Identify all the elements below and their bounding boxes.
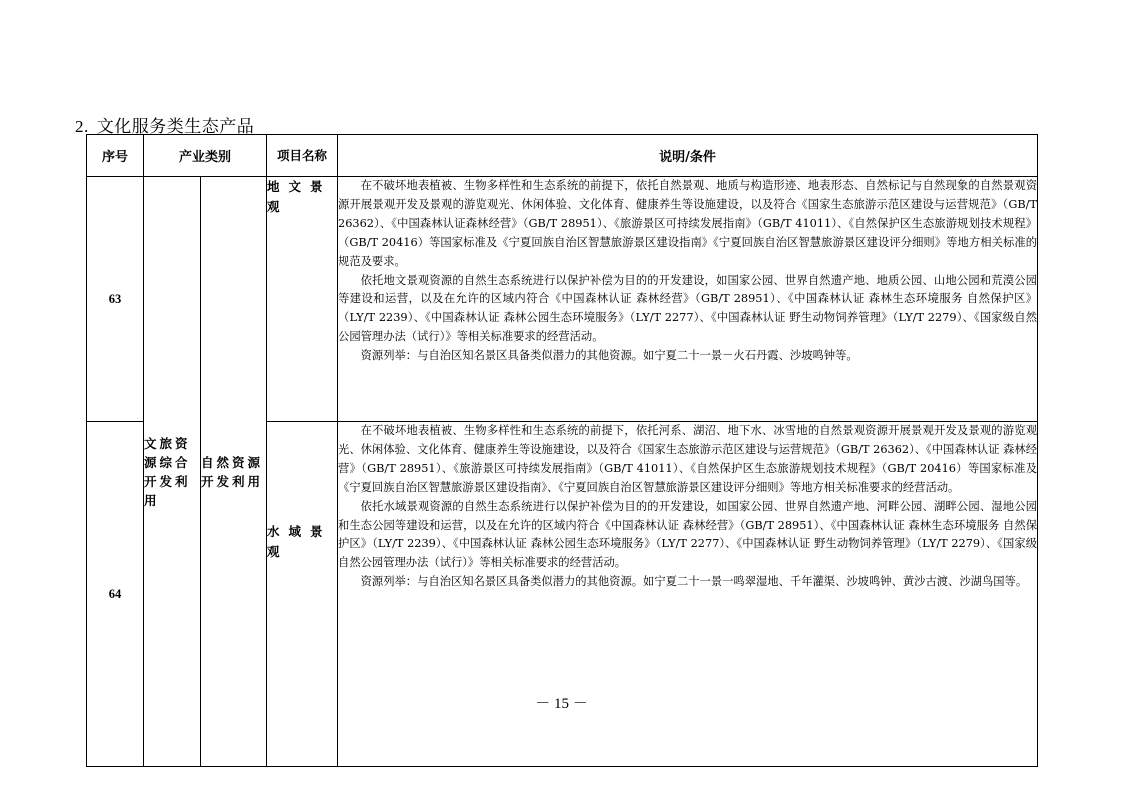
- description-paragraph: 资源列举：与自治区知名景区具备类似潜力的其他资源。如宁夏二十一景一鸣翠湿地、千年灌渠、沙坡鸣钟、黄沙古渡、沙湖鸟国等。: [360, 575, 1028, 589]
- description-paragraph: 在不破坏地表植被、生物多样性和生态系统的前提下，依托自然景观、地质与构造形迹、地表形态、自然标记与自然现象的自然景观资源开展景观开发及景观的游览观光、休闲体验、文化体育、健康养生等设施建设，以及符合《国家生态旅游示范区建设与运营规范》（GB/T 26362）、《中国森林认证森林经营》（GB/T 28951）、《旅游景区可持续发展指南》（GB/T 41011）、《自然保护区生态旅游规划技术规程》（GB/T 20416）等国家标准及《宁夏回族自治区智慧旅游景区建设指南》《宁夏回族自治区智慧旅游景区建设评分细则》等地方相关标准的规范及要求。: [338, 179, 1038, 268]
- header-item-name: 项目名称: [267, 135, 338, 177]
- section-title: 文化服务类生态产品: [96, 117, 255, 137]
- item-description: [338, 177, 1038, 422]
- section-number: 2.: [75, 117, 89, 136]
- item-name: 水域景观: [267, 422, 338, 767]
- table-header-row: [87, 135, 1038, 177]
- row-number: 63: [87, 177, 144, 422]
- product-table: [86, 134, 1038, 767]
- item-name: 地文景观: [267, 177, 338, 422]
- page-number: － 15 －: [535, 696, 588, 712]
- header-category: 产业类别: [144, 135, 267, 177]
- row-number: 64: [87, 422, 144, 767]
- table-row: [87, 177, 1038, 422]
- description-paragraph: 依托地文景观资源的自然生态系统进行以保护补偿为目的的开发建设，如国家公园、世界自然遗产地、地质公园、山地公园和荒漠公园等建设和运营，以及在允许的区域内符合《中国森林认证 森林经营》（GB/T 28951）、《中国森林认证 森林生态环境服务 自然保护区》（LY/T 2239）、《中国森林认证 森林公园生态环境服务》（LY/T 2277）、《中国森林认证 野生动物饲养管理》（LY/T 2279）、《国家级自然公园管理办法（试行）》等相关标准要求的经营活动。: [338, 273, 1038, 344]
- category-level-2: 自然资源开发利用: [201, 177, 267, 767]
- description-paragraph: 资源列举：与自治区知名景区具备类似潜力的其他资源。如宁夏二十一景－火石丹霞、沙坡鸣钟等。: [360, 349, 858, 363]
- description-paragraph: 依托水域景观资源的自然生态系统进行以保护补偿为目的的开发建设，如国家公园、世界自然遗产地、河畔公园、湖畔公园、湿地公园和生态公园等建设和运营，以及在允许的区域内符合《中国森林认证 森林经营》（GB/T 28951）、《中国森林认证 森林生态环境服务 自然保护区》（LY/T 2239）、《中国森林认证 森林公园生态环境服务》（LY/T 2277）、《中国森林认证 野生动物饲养管理》（LY/T 2279）、《国家级自然公园管理办法（试行）》等相关标准要求的经营活动。: [338, 499, 1038, 570]
- item-description: [338, 422, 1038, 767]
- description-paragraph: 在不破坏地表植被、生物多样性和生态系统的前提下，依托河系、湖沼、地下水、冰雪地的自然景观资源开展景观开发及景观的游览观光、休闲体验、文化体育、健康养生等设施建设，以及符合《国家生态旅游示范区建设与运营规范》（GB/T 26362）、《中国森林认证 森林经营》（GB/T 28951）、《旅游景区可持续发展指南》（GB/T 41011）、《自然保护区生态旅游规划技术规程》（GB/T 20416）等国家标准及《宁夏回族自治区智慧旅游景区建设指南》、《宁夏回族自治区智慧旅游景区建设评分细则》等地方相关标准要求的经营活动。: [338, 424, 1038, 494]
- category-level-1: 文旅资源综合开发利用: [144, 177, 201, 767]
- header-description: 说明/条件: [338, 135, 1038, 177]
- header-no: 序号: [87, 135, 144, 177]
